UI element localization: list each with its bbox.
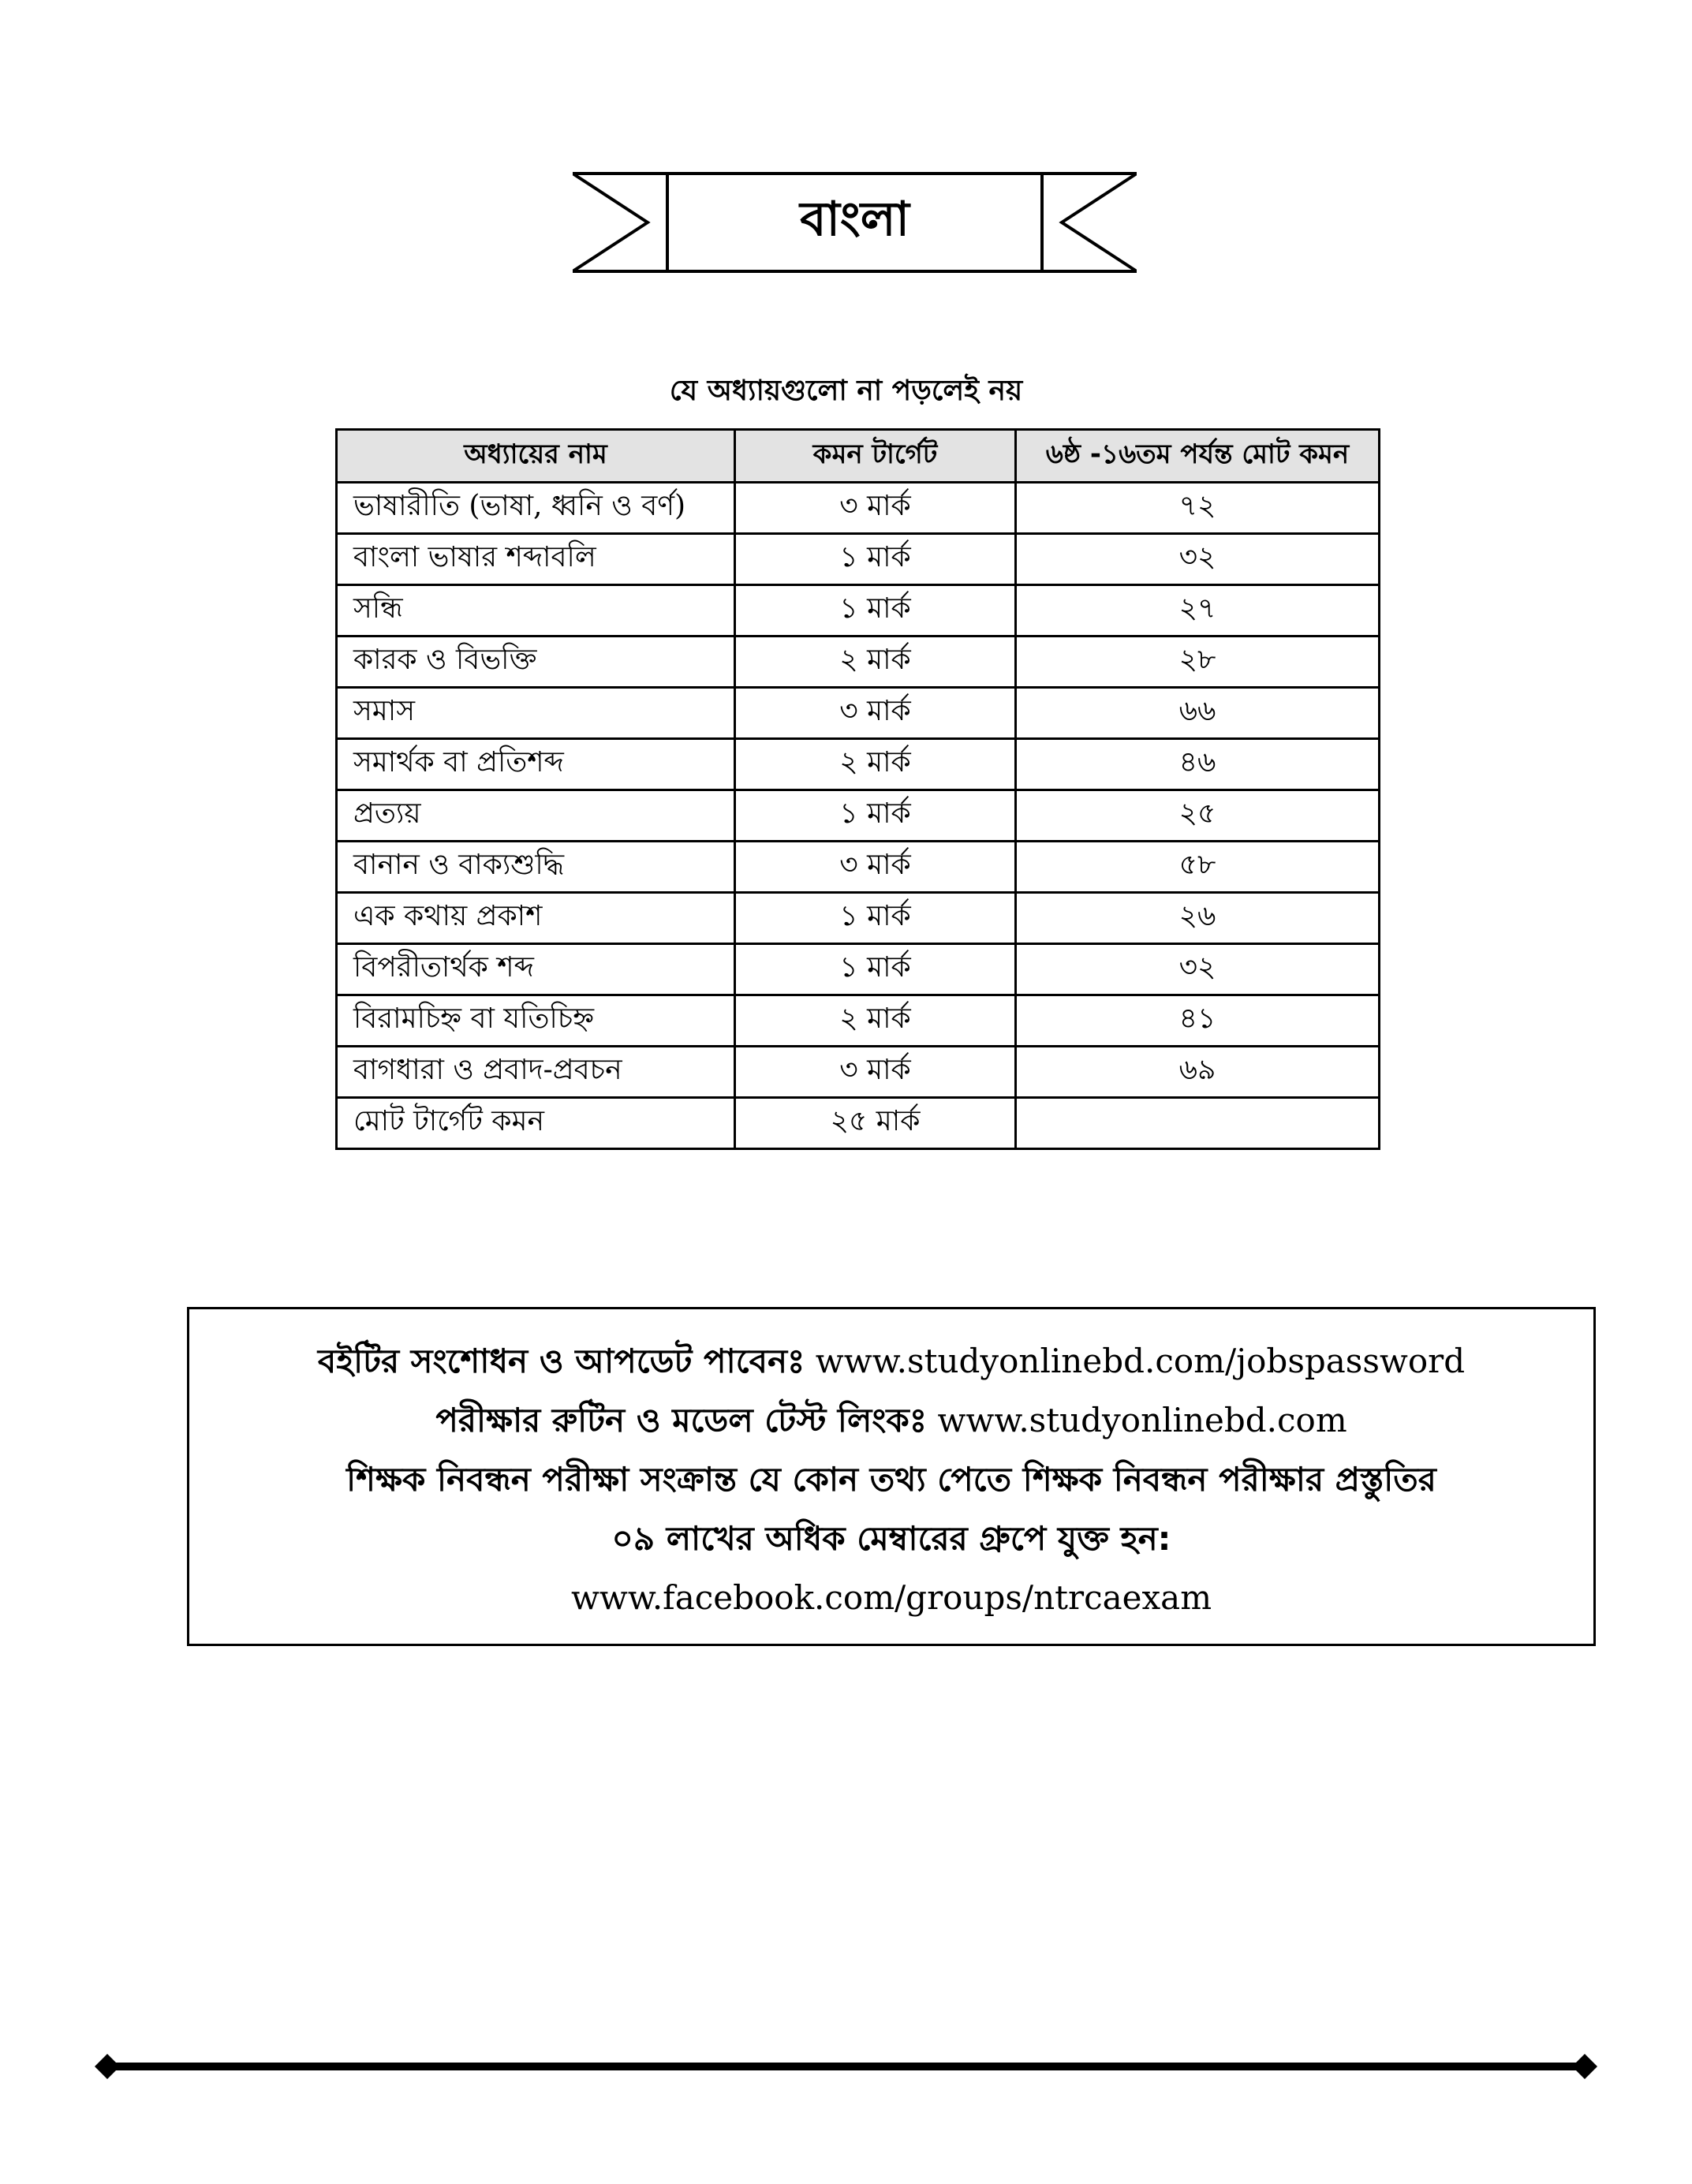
subject-banner: [573, 170, 1137, 274]
table-row: [337, 995, 1380, 1047]
total-common: ৪৬: [1016, 739, 1380, 790]
info-line-group-intro: শিক্ষক নিবন্ধন পরীক্ষা সংক্রান্ত যে কোন তথ্য পেতে শিক্ষক নিবন্ধন পরীক্ষার প্রস্তুতির: [346, 1460, 1436, 1499]
right-diamond-icon: [1572, 2054, 1597, 2079]
total-common: ২৭: [1016, 585, 1380, 637]
table-row: [337, 893, 1380, 944]
chapter-name: বিপরীতার্থক শব্দ: [337, 944, 735, 995]
table-row: [337, 688, 1380, 739]
table-row: [337, 534, 1380, 585]
target-mark: ২ মার্ক: [735, 637, 1016, 688]
target-mark: ২ মার্ক: [735, 739, 1016, 790]
total-common: ২৮: [1016, 637, 1380, 688]
target-mark: ১ মার্ক: [735, 944, 1016, 995]
table-row: [337, 739, 1380, 790]
info-box: [187, 1307, 1596, 1646]
table-row: [337, 944, 1380, 995]
table-row: [337, 585, 1380, 637]
chapter-name: ভাষারীতি (ভাষা, ধ্বনি ও বর্ণ): [337, 483, 735, 534]
chapter-name: প্রত্যয়: [337, 790, 735, 842]
total-common: ৬৬: [1016, 688, 1380, 739]
info-line-routine: [189, 1391, 1593, 1450]
table-row: [337, 1047, 1380, 1098]
footer-divider: [95, 2051, 1597, 2082]
table-row: [337, 790, 1380, 842]
target-mark: ১ মার্ক: [735, 585, 1016, 637]
target-mark: ৩ মার্ক: [735, 1047, 1016, 1098]
total-common: ৫৮: [1016, 842, 1380, 893]
target-mark: ১ মার্ক: [735, 893, 1016, 944]
table-header-row: [337, 430, 1380, 483]
target-mark: ৩ মার্ক: [735, 483, 1016, 534]
total-common: ২৬: [1016, 893, 1380, 944]
banner-title: বাংলা: [800, 192, 909, 247]
chapter-name: সমার্থক বা প্রতিশব্দ: [337, 739, 735, 790]
info-line-update: [189, 1331, 1593, 1391]
chapter-name: সন্ধি: [337, 585, 735, 637]
column-header-total: ৬ষ্ঠ -১৬তম পর্যন্ত মোট কমন: [1016, 430, 1380, 483]
section-subtitle: যে অধ্যায়গুলো না পড়লেই নয়: [669, 375, 1023, 407]
update-link[interactable]: www.studyonlinebd.com/jobspassword: [815, 1342, 1466, 1380]
total-common: ৭২: [1016, 483, 1380, 534]
facebook-group-link[interactable]: www.facebook.com/groups/ntrcaexam: [570, 1578, 1212, 1617]
target-mark: ২ মার্ক: [735, 995, 1016, 1047]
chapter-name: কারক ও বিভক্তি: [337, 637, 735, 688]
table-total-row: [337, 1098, 1380, 1149]
routine-label: পরীক্ষার রুটিন ও মডেল টেস্ট লিংকঃ: [435, 1401, 928, 1439]
total-row-empty-cell: [1016, 1098, 1380, 1149]
chapter-name: এক কথায় প্রকাশ: [337, 893, 735, 944]
info-line-group-join: ০৯ লাখের অধিক মেম্বারের গ্রুপে যুক্ত হন:: [611, 1519, 1171, 1558]
table-row: [337, 637, 1380, 688]
target-mark: ৩ মার্ক: [735, 842, 1016, 893]
routine-link[interactable]: www.studyonlinebd.com: [937, 1401, 1347, 1439]
total-common: ২৫: [1016, 790, 1380, 842]
chapter-name: বিরামচিহ্ন বা যতিচিহ্ন: [337, 995, 735, 1047]
total-common: ৪১: [1016, 995, 1380, 1047]
target-mark: ১ মার্ক: [735, 534, 1016, 585]
total-common: ৬৯: [1016, 1047, 1380, 1098]
total-common: ৩২: [1016, 534, 1380, 585]
column-header-target: কমন টার্গেট: [735, 430, 1016, 483]
total-common: ৩২: [1016, 944, 1380, 995]
chapter-name: বাগধারা ও প্রবাদ-প্রবচন: [337, 1047, 735, 1098]
column-header-chapter: অধ্যায়ের নাম: [337, 430, 735, 483]
table-row: [337, 483, 1380, 534]
chapter-name: বাংলা ভাষার শব্দাবলি: [337, 534, 735, 585]
target-mark: ১ মার্ক: [735, 790, 1016, 842]
chapter-name: সমাস: [337, 688, 735, 739]
chapter-table: [335, 428, 1380, 1150]
target-mark: ৩ মার্ক: [735, 688, 1016, 739]
left-diamond-icon: [95, 2054, 120, 2079]
total-row-label: মোট টার্গেট কমন: [337, 1098, 735, 1149]
update-label: বইটির সংশোধন ও আপডেট পাবেনঃ: [317, 1342, 805, 1380]
total-target-mark: ২৫ মার্ক: [735, 1098, 1016, 1149]
chapter-name: বানান ও বাক্যশুদ্ধি: [337, 842, 735, 893]
table-row: [337, 842, 1380, 893]
